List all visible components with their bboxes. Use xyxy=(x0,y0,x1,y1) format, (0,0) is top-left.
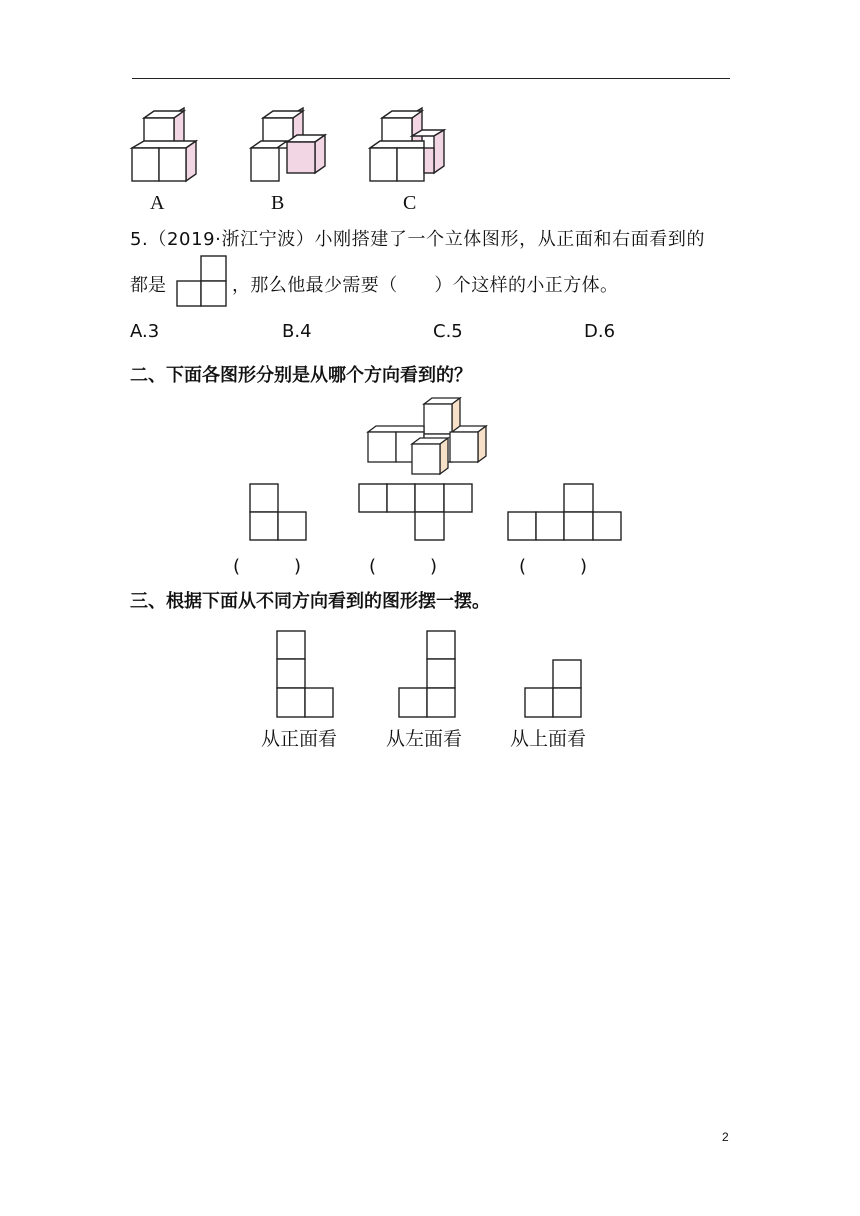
option-a-label: A xyxy=(150,192,165,214)
answer-blank-2[interactable]: ( ) xyxy=(369,556,438,577)
section2-solid-figure xyxy=(366,396,490,476)
answer-blank-1[interactable]: ( ) xyxy=(233,556,302,577)
option-b-label: B xyxy=(271,192,285,214)
q5-choice-a: A.3 xyxy=(130,321,160,342)
q5-choice-c: C.5 xyxy=(433,321,463,342)
section2-heading: 二、下面各图形分别是从哪个方向看到的？ xyxy=(130,365,472,386)
section2-view-3 xyxy=(507,483,625,541)
front-view-label: 从正面看 xyxy=(261,728,338,750)
option-b-figure xyxy=(247,108,327,186)
q5-choice-b: B.4 xyxy=(282,321,312,342)
header-rule xyxy=(132,78,730,79)
option-a-figure xyxy=(128,108,200,186)
q5-line2-suffix: ，那么他最少需要（ ）个这样的小正方体。 xyxy=(232,275,619,296)
q5-line2-prefix: 都是 xyxy=(130,275,166,296)
section2-view-1 xyxy=(249,483,309,541)
left-view-label: 从左面看 xyxy=(386,728,463,750)
q5-line1: 5.（2019·浙江宁波）小刚搭建了一个立体图形，从正面和右面看到的 xyxy=(130,229,706,250)
page-number: 2 xyxy=(722,1130,729,1144)
q5-choice-d: D.6 xyxy=(584,321,616,342)
option-c-label: C xyxy=(403,192,417,214)
q5-view-figure xyxy=(176,255,228,309)
top-view-label: 从上面看 xyxy=(510,728,587,750)
answer-blank-3[interactable]: ( ) xyxy=(519,556,588,577)
left-view-figure xyxy=(398,630,458,720)
section2-view-2 xyxy=(358,483,476,541)
front-view-figure xyxy=(276,630,336,720)
top-view-figure xyxy=(524,659,584,719)
option-c-figure xyxy=(366,108,446,186)
section3-heading: 三、根据下面从不同方向看到的图形摆一摆。 xyxy=(130,591,490,612)
